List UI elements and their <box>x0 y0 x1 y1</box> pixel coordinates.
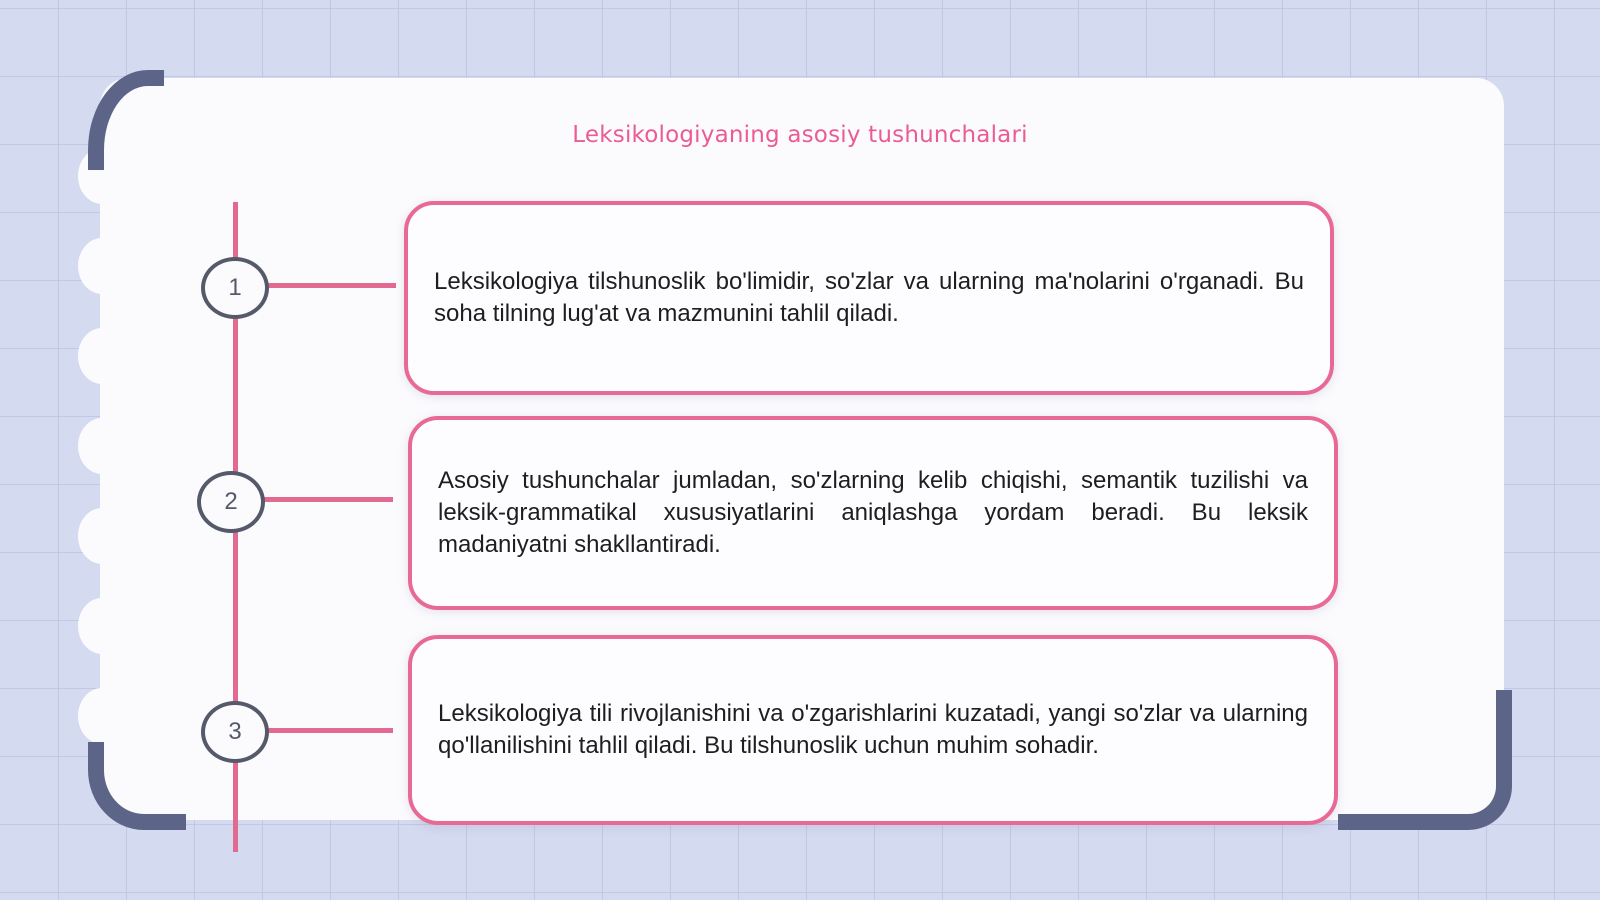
paper-scallop <box>78 598 126 654</box>
slide-title: Leksikologiyaning asosiy tushunchalari <box>572 122 1028 148</box>
corner-bracket-bottom-left <box>88 742 186 830</box>
text-box <box>404 201 1334 395</box>
timeline-connector <box>262 497 393 502</box>
timeline-connector <box>266 283 396 288</box>
step-number-circle <box>197 471 265 533</box>
step-number-circle <box>201 257 269 319</box>
timeline-connector <box>266 728 393 733</box>
step-number: 1 <box>228 274 242 301</box>
paper-scallop <box>78 328 126 384</box>
text-box-content: Asosiy tushunchalar jumladan, so'zlarning kelib chiqishi, semantik tuzilishi va leksik-grammatikal xususiyatlarini aniqlashga yordam beradi. Bu leksik madaniyatni shakllantiradi. <box>438 467 1308 558</box>
text-box-content: Leksikologiya tili rivojlanishini va o'zgarishlarini kuzatadi, yangi so'zlar va ularning qo'llanilishini tahlil qiladi. Bu tilshunoslik uchun muhim sohadir. <box>438 700 1308 759</box>
text-box-content: Leksikologiya tilshunoslik bo'limidir, so'zlar va ularning ma'nolarini o'rganadi. Bu soha tilning lug'at va mazmunini tahlil qiladi. <box>434 268 1304 327</box>
step-number: 2 <box>224 488 238 515</box>
paper-scallop <box>78 688 126 744</box>
step-number: 3 <box>228 718 242 745</box>
paper-scallop <box>78 418 126 474</box>
paper-scallop <box>78 508 126 564</box>
text-box <box>408 416 1338 610</box>
corner-bracket-bottom-right <box>1338 690 1512 830</box>
paper-scallop <box>78 238 126 294</box>
corner-bracket-top-left <box>88 70 164 170</box>
text-box <box>408 635 1338 825</box>
step-number-circle <box>201 701 269 763</box>
